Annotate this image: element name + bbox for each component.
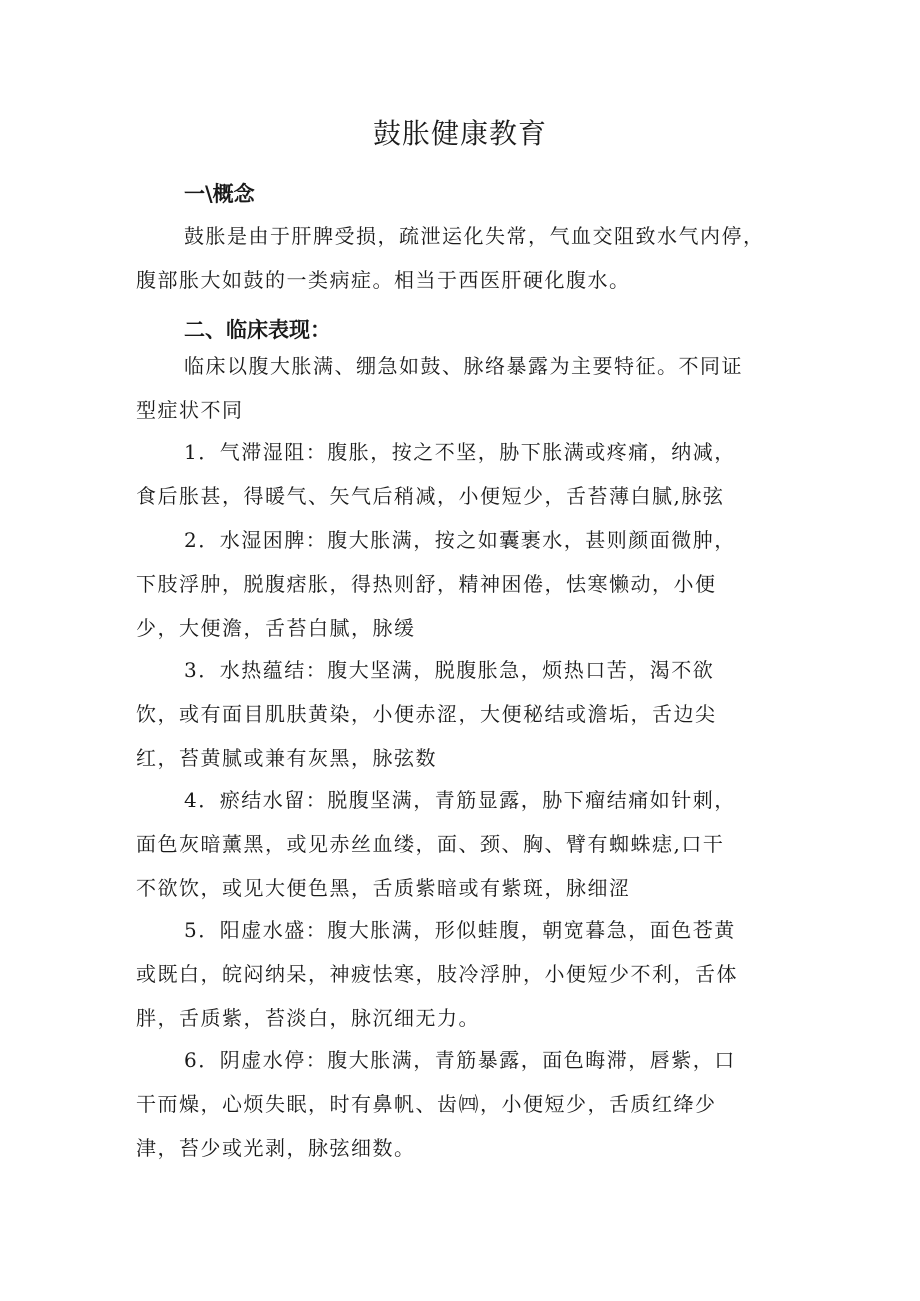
paragraph-line: 面色灰暗薰黑，或见赤丝血缕，面、颈、胸、臂有蜘蛛痣,口干 (136, 832, 725, 856)
paragraph-line: 津，苔少或光剥，脉弦细数。 (136, 1136, 416, 1160)
paragraph-line: 6．阴虚水停：腹大胀满，青筋暴露，面色晦滞，唇紫，口 (184, 1048, 736, 1072)
paragraph-line: 胖，舌质紫，苔淡白，脉沉细无力。 (136, 1006, 480, 1030)
syndrome-item-4 (136, 778, 816, 910)
paragraph-line: 不欲饮，或见大便色黑，舌质紫暗或有紫斑，脉细涩 (136, 876, 631, 900)
syndrome-item-1 (136, 430, 816, 518)
paragraph-line: 或既白，皖闷纳呆，神疲怯寒，肢冷浮肿，小便短少不利，舌体 (136, 962, 738, 986)
paragraph-line: 临床以腹大胀满、绷急如鼓、脉络暴露为主要特征。不同证 (184, 354, 743, 378)
paragraph-line: 饮，或有面目肌肤黄染，小便赤涩，大便秘结或澹垢，舌边尖 (136, 702, 717, 726)
paragraph-line: 少，大便澹，舌苔白腻，脉缓 (136, 616, 416, 640)
section-heading-clinical: 二、临床表现： (184, 318, 331, 342)
syndrome-item-2 (136, 518, 816, 650)
paragraph-line: 干而燥，心烦失眠，时有鼻帆、齿㈣，小便短少，舌质红绛少 (136, 1092, 717, 1116)
paragraph-line: 腹部胀大如鼓的一类病症。相当于西医肝硬化腹水。 (136, 268, 631, 292)
paragraph-line: 鼓胀是由于肝脾受损，疏泄运化失常，气血交阻致水气内停， (184, 224, 765, 248)
concept-paragraph (136, 214, 816, 302)
syndrome-item-3 (136, 648, 816, 780)
paragraph-line: 1．气滞湿阻：腹胀，按之不坚，胁下胀满或疼痛，纳减， (184, 440, 736, 464)
paragraph-line: 2．水湿困脾：腹大胀满，按之如囊裹水，甚则颜面微肿， (184, 528, 736, 552)
paragraph-line: 3．水热蕴结：腹大坚满，脱腹胀急，烦热口苦，渴不欲 (184, 658, 715, 682)
syndrome-item-6 (136, 1038, 816, 1170)
syndrome-item-5 (136, 908, 816, 1040)
section-heading-concept: 一\概念 (184, 182, 255, 206)
paragraph-line: 下肢浮肿，脱腹痞胀，得热则舒，精神困倦，怯寒懒动，小便 (136, 572, 717, 596)
paragraph-line: 型症状不同 (136, 398, 244, 422)
paragraph-line: 红，苔黄腻或兼有灰黑，脉弦数 (136, 746, 437, 770)
paragraph-line: 4．瘀结水留：脱腹坚满，青筋显露，胁下瘤结痛如针刺， (184, 788, 736, 812)
clinical-intro-paragraph (136, 344, 816, 432)
document-title: 鼓胀健康教育 (372, 117, 547, 150)
paragraph-line: 5．阳虚水盛：腹大胀满，形似蛙腹，朝宽暮急，面色苍黄 (184, 918, 736, 942)
paragraph-line: 食后胀甚，得暖气、矢气后稍减，小便短少，舌苔薄白腻,脉弦 (136, 484, 725, 508)
